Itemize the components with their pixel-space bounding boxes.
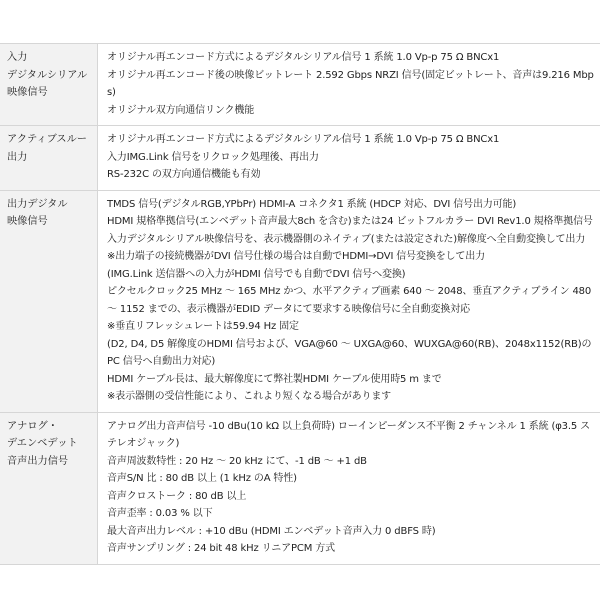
value-line: ※表示器側の受信性能により、これより短くなる場合があります bbox=[107, 391, 392, 402]
row-header-line: デエンベデット bbox=[7, 438, 78, 449]
row-value bbox=[98, 412, 600, 564]
row-value bbox=[98, 44, 600, 126]
value-line: オリジナル双方向通信リンク機能 bbox=[107, 104, 255, 116]
value-line: (IMG.Link 送信器への入力がHDMI 信号でも自動でDVI 信号へ変換) bbox=[107, 268, 406, 280]
value-line: ※垂直リフレッシュレートは59.94 Hz 固定 bbox=[107, 321, 299, 332]
value-line: オリジナル再エンコード後の映像ビットレート 2.592 Gbps NRZI 信号(固定ビットレート、音声は9.216 Mbps) bbox=[107, 69, 594, 98]
row-value bbox=[98, 126, 600, 191]
value-line: (D2, D4, D5 解像度のHDMI 信号および、VGA@60 ～ UXGA@60、WUXGA@60(RB)、2048x1152(RB)の PC 信号へ自動出力対応) bbox=[107, 338, 592, 367]
row-header-line: 出力デジタル bbox=[7, 198, 68, 210]
spec-row-active-through-output bbox=[0, 126, 600, 191]
row-header bbox=[0, 126, 98, 191]
value-line: TMDS 信号(デジタルRGB,YPbPr) HDMI-A コネクタ1 系統 (HDCP 対応、DVI 信号出力可能) bbox=[107, 198, 517, 210]
value-line: ※出力端子の接続機器がDVI 信号仕様の場合は自動でHDMI→DVI 信号変換をして出力 bbox=[107, 251, 485, 262]
value-line: HDMI 規格準拠信号(エンベデット音声最大8ch を含む)または24 ビットフルカラー DVI Rev1.0 規格準拠信号 bbox=[107, 216, 593, 227]
row-header-line: 出力 bbox=[7, 151, 28, 163]
row-header-line: 映像信号 bbox=[7, 216, 48, 227]
value-line: オリジナル再エンコード方式によるデジタルシリアル信号 1 系統 1.0 Vp-p 75 Ω BNCx1 bbox=[107, 134, 500, 145]
spec-row-analog-audio-output bbox=[0, 412, 600, 564]
value-line: RS-232C の双方向通信機能も有効 bbox=[107, 169, 261, 180]
row-header-line: 入力 bbox=[7, 52, 28, 63]
row-header-line: 映像信号 bbox=[7, 87, 48, 98]
row-header-line: アクティブスルー bbox=[7, 134, 87, 145]
row-header bbox=[0, 190, 98, 412]
row-header bbox=[0, 44, 98, 126]
row-header-line: アナログ・ bbox=[7, 420, 58, 432]
value-line: ピクセルクロック25 MHz ～ 165 MHz かつ、水平アクティブ画素 640 ～ 2048、垂直アクティブライン 480 ～ 1152 までの、表示機器がEDID データにて要求する映像信号に全自動変換対応 bbox=[107, 286, 592, 315]
row-header bbox=[0, 412, 98, 564]
spec-row-digital-serial-input bbox=[0, 44, 600, 126]
row-header-line: 音声出力信号 bbox=[7, 455, 69, 467]
value-line: 入力IMG.Link 信号をリクロック処理後、再出力 bbox=[107, 151, 319, 163]
spec-table bbox=[0, 43, 600, 565]
value-line: HDMI ケーブル長は、最大解像度にて弊社製HDMI ケーブル使用時5 m まで bbox=[107, 373, 442, 385]
value-line: 音声歪率 : 0.03 % 以下 bbox=[107, 508, 213, 519]
value-line: 入力デジタルシリアル映像信号を、表示機器側のネイティブ(または設定された)解像度へ全自動変換して出力 bbox=[107, 233, 586, 245]
value-line: 音声周波数特性 : 20 Hz ～ 20 kHz にて、-1 dB ～ +1 dB bbox=[107, 455, 367, 467]
spec-row-digital-video-output bbox=[0, 190, 600, 412]
row-value bbox=[98, 190, 600, 412]
value-line: オリジナル再エンコード方式によるデジタルシリアル信号 1 系統 1.0 Vp-p 75 Ω BNCx1 bbox=[107, 52, 500, 63]
row-header-line: デジタルシリアル bbox=[7, 69, 88, 81]
value-line: 音声S/N 比 : 80 dB 以上 (1 kHz のA 特性) bbox=[107, 473, 297, 484]
value-line: 最大音声出力レベル : +10 dBu (HDMI エンベデット音声入力 0 dBFS 時) bbox=[107, 525, 436, 537]
value-line: 音声サンプリング : 24 bit 48 kHz リニアPCM 方式 bbox=[107, 543, 335, 554]
value-line: アナログ出力音声信号 -10 dBu(10 kΩ 以上負荷時) ローインピーダンス不平衡 2 チャンネル 1 系統 (φ3.5 ステレオジャック) bbox=[107, 420, 590, 449]
value-line: 音声クロストーク : 80 dB 以上 bbox=[107, 490, 247, 502]
